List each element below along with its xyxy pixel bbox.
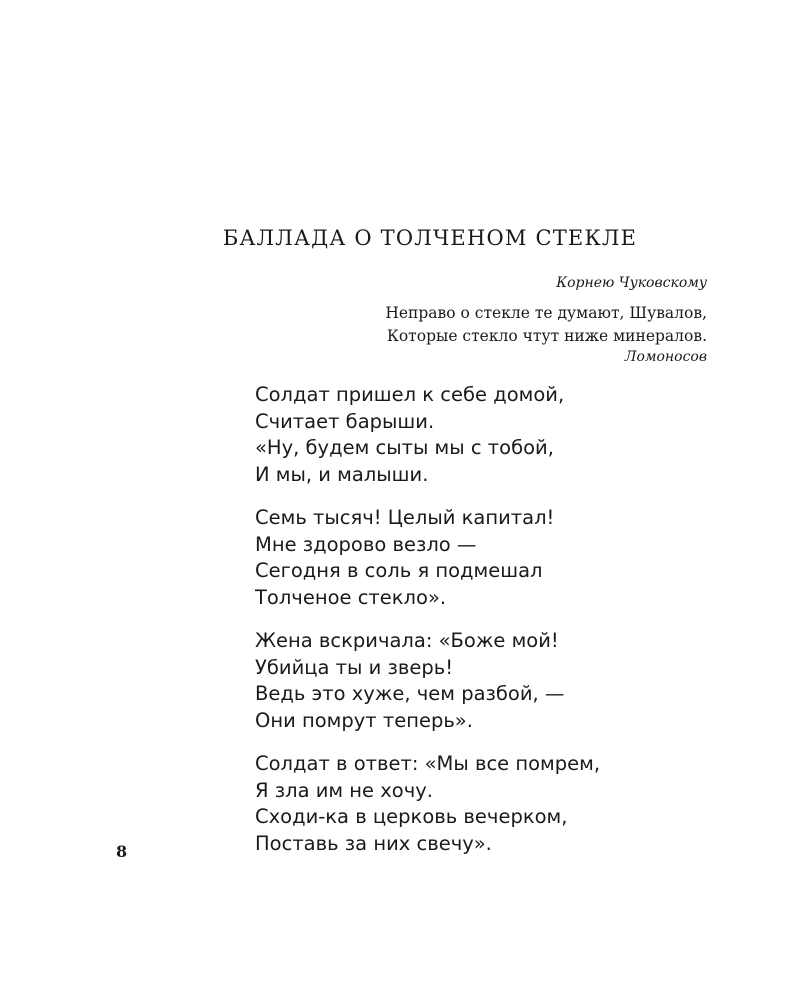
verse-line: Сходи-ка в церковь вечерком,: [255, 805, 568, 828]
stanza-3: [255, 628, 600, 734]
dedication: Корнею Чуковскому: [556, 275, 707, 291]
epigraph-line: Неправо о стекле те думают, Шувалов,: [385, 304, 707, 322]
verse-line: Убийца ты и зверь!: [255, 655, 454, 679]
verse-line: Солдат пришел к себе домой,: [255, 383, 565, 406]
page-number: 8: [116, 842, 128, 861]
verse-line: Я зла им не хочу.: [255, 778, 433, 802]
epigraph-line: Которые стекло чтут ниже минералов.: [386, 327, 707, 345]
epigraph-author: Ломоносов: [624, 349, 707, 365]
verse-line: Солдат в ответ: «Мы все помрем,: [255, 752, 601, 775]
epigraph: [385, 302, 707, 366]
verse-line: Поставь за них свечу».: [255, 831, 492, 855]
stanza-2: [255, 505, 600, 611]
stanza-1: [255, 382, 600, 488]
poem-title: БАЛЛАДА О ТОЛЧЕНОМ СТЕКЛЕ: [222, 226, 638, 250]
stanza-4: [255, 751, 600, 857]
verse-line: Сегодня в соль я подмешал: [255, 559, 543, 582]
verse-line: Жена вскричала: «Боже мой!: [255, 629, 559, 652]
verse-line: Они помрут теперь».: [255, 708, 473, 732]
verse-line: Семь тысяч! Целый капитал!: [255, 506, 555, 529]
verse-line: Толченое стекло».: [255, 585, 447, 609]
poem-body: [255, 382, 600, 857]
verse-line: Ведь это хуже, чем разбой, —: [255, 682, 565, 705]
verse-line: Считает барыши.: [255, 409, 435, 433]
verse-line: Мне здорово везло —: [255, 532, 477, 556]
verse-line: «Ну, будем сыты мы с тобой,: [255, 436, 554, 459]
verse-line: И мы, и малыши.: [255, 462, 429, 486]
